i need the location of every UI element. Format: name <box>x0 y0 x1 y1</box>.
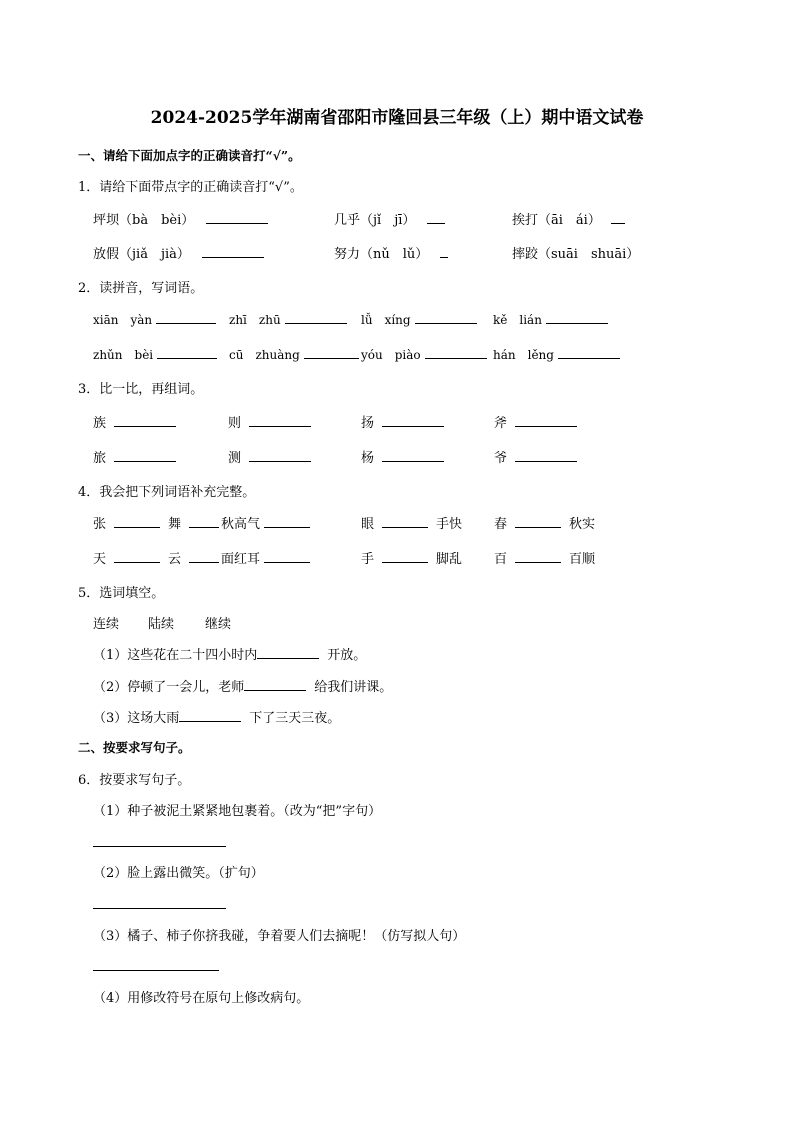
compare-item: 扬 <box>361 412 444 431</box>
pinyin-item: yóu piào <box>361 346 487 363</box>
idiom-row: 张 舞 秋高气 <box>93 513 310 532</box>
word-option: 连续 <box>93 617 120 632</box>
q1-item: 摔跤（suāi shuāi） <box>512 247 640 262</box>
question-5-label: 5．选词填空。 <box>78 586 165 601</box>
q1-item: 努力（nǔ lǔ） <box>334 243 448 262</box>
question-3-label: 3．比一比，再组词。 <box>78 382 204 397</box>
compare-item: 斧 <box>494 412 577 431</box>
word-option: 继续 <box>205 617 232 632</box>
answer-line <box>93 970 219 971</box>
compare-item: 旅 <box>93 447 176 466</box>
compare-item: 爷 <box>494 447 577 466</box>
idiom-row: 天 云 面红耳 <box>93 548 310 567</box>
compare-item: 族 <box>93 412 176 431</box>
compare-item: 杨 <box>361 447 444 466</box>
idiom-row: 春 秋实 <box>494 517 596 532</box>
pinyin-item: zhǔn bèi <box>93 346 217 363</box>
q1-item: 几乎（jǐ jī） <box>334 209 445 228</box>
question-6-label: 6．按要求写句子。 <box>78 773 191 788</box>
question-1-label: 1．请给下面带点字的正确读音打“√”。 <box>78 180 303 195</box>
answer-line <box>93 846 226 847</box>
fill-sentence: （2）停顿了一会儿，老师 给我们讲课。 <box>93 680 393 695</box>
idiom-row: 百 百顺 <box>494 552 596 567</box>
section-1-heading: 一、请给下面加点字的正确读音打“√”。 <box>78 148 301 163</box>
q1-item: 坪坝（bà bèi） <box>93 209 268 228</box>
q1-item: 挨打（āi ái） <box>512 209 625 228</box>
question-4-label: 4．我会把下列词语补充完整。 <box>78 485 256 500</box>
pinyin-item: xiān yàn <box>93 311 216 328</box>
word-option: 陆续 <box>148 617 175 632</box>
rewrite-prompt: （1）种子被泥土紧紧地包裹着。（改为“把”字句） <box>93 804 382 819</box>
pinyin-item: cū zhuàng <box>229 346 359 363</box>
idiom-row: 手 脚乱 <box>361 552 463 567</box>
rewrite-prompt: （3）橘子、柿子你挤我碰，争着要人们去摘呢！（仿写拟人句） <box>93 929 466 944</box>
fill-sentence: （3）这场大雨 下了三天三夜。 <box>93 711 341 726</box>
rewrite-prompt: （4）用修改符号在原句上修改病句。 <box>93 991 310 1006</box>
pinyin-item: hán lěng <box>493 346 620 363</box>
pinyin-item: lǚ xíng <box>361 311 477 328</box>
fill-sentence: （1）这些花在二十四小时内 开放。 <box>93 648 367 663</box>
rewrite-prompt: （2）脸上露出微笑。（扩句） <box>93 866 264 881</box>
question-2-label: 2．读拼音，写词语。 <box>78 281 204 296</box>
q1-item: 放假（jiǎ jià） <box>93 243 264 262</box>
idiom-row: 眼 手快 <box>361 517 463 532</box>
section-2-heading: 二、按要求写句子。 <box>78 740 191 755</box>
compare-item: 则 <box>228 412 311 431</box>
pinyin-item: kě lián <box>493 311 608 328</box>
compare-item: 测 <box>228 447 311 466</box>
pinyin-item: zhī zhū <box>229 311 347 328</box>
page-title: 2024-2025学年湖南省邵阳市隆回县三年级（上）期中语文试卷 <box>150 108 644 128</box>
answer-line <box>93 908 226 909</box>
